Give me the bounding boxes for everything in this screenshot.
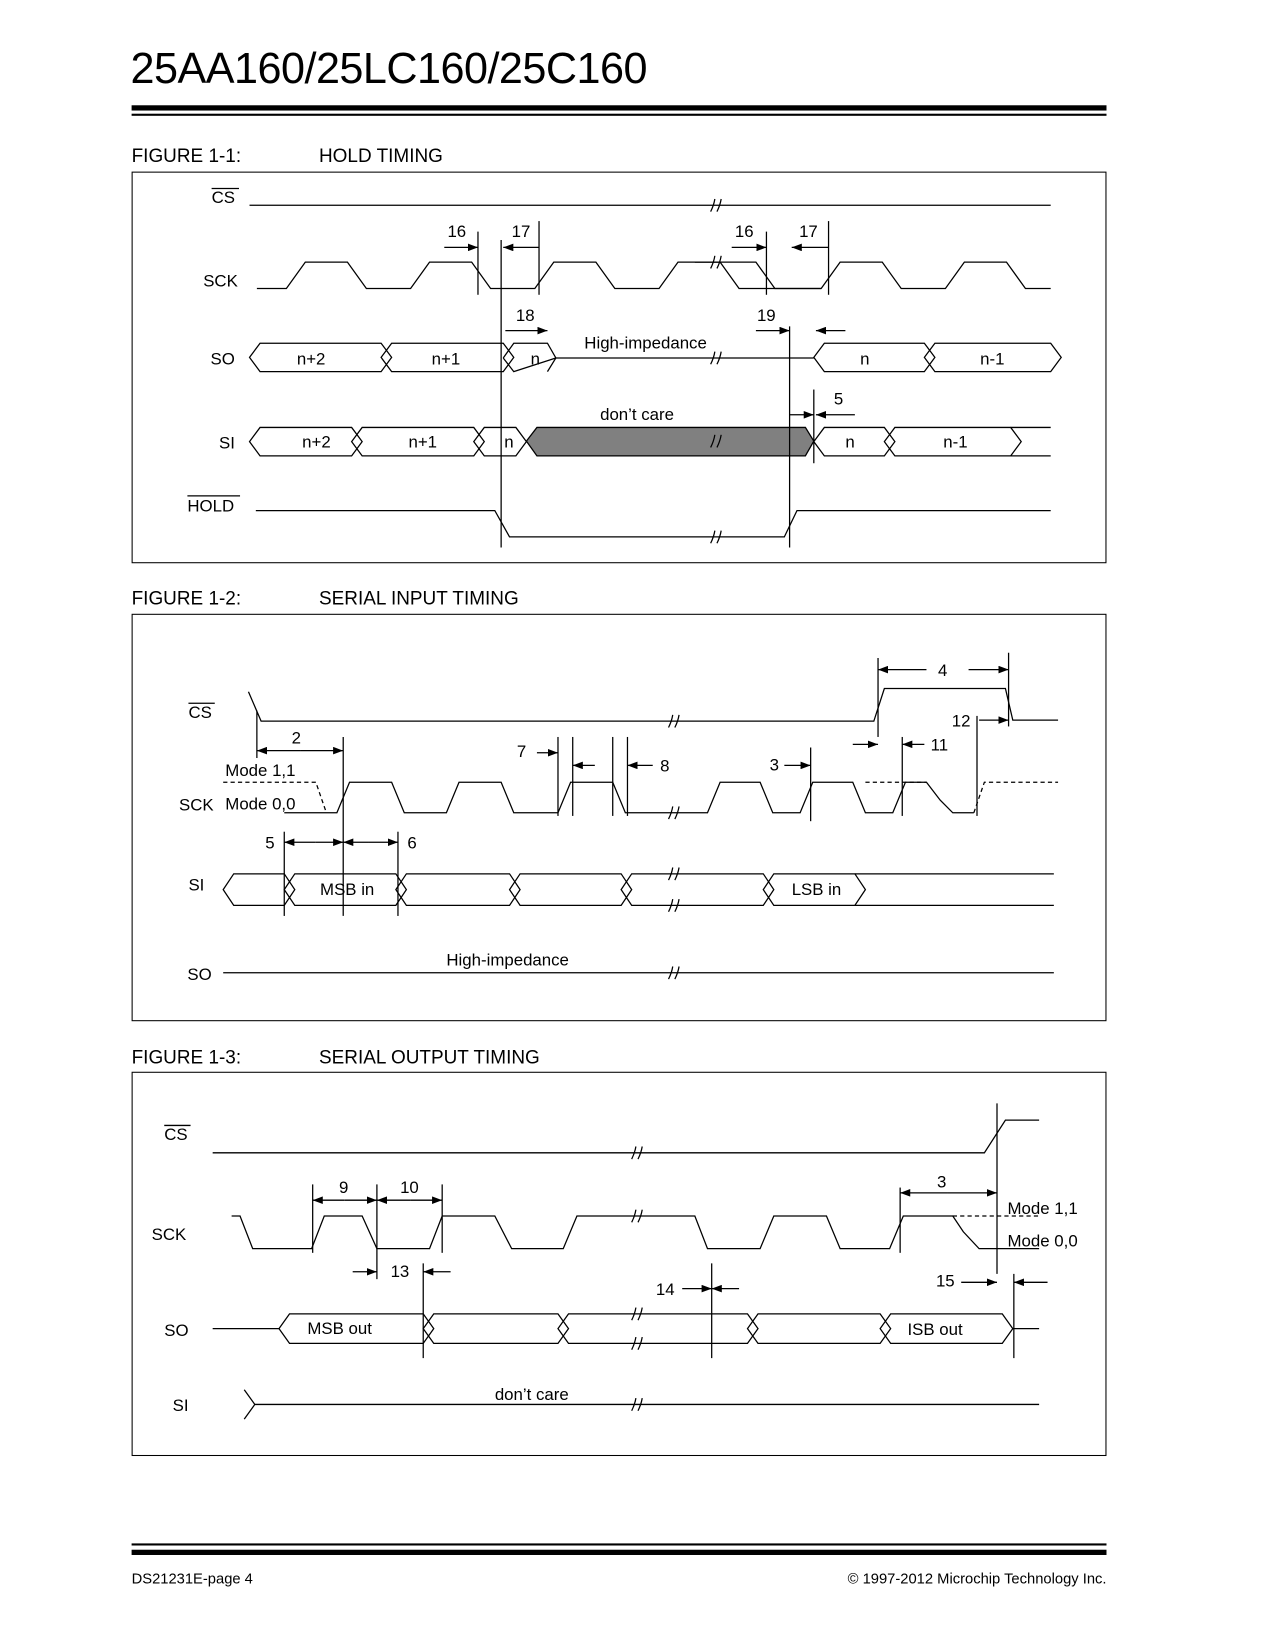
fig1-t5: 5 xyxy=(833,389,844,409)
fig1-t17b: 17 xyxy=(799,221,818,241)
fig3-t9: 9 xyxy=(339,1177,349,1197)
fig2-t11: 11 xyxy=(930,735,949,755)
fig3-mode-11: Mode 1,1 xyxy=(1007,1198,1078,1218)
fig2-t2: 2 xyxy=(291,728,301,748)
fig1-cs-label: CS xyxy=(211,188,236,208)
fig2-t3: 3 xyxy=(769,755,779,775)
bus-segment xyxy=(558,1314,758,1343)
fig2-si-label: SI xyxy=(188,875,205,895)
fig2-cs-label: CS xyxy=(188,703,212,723)
fig1-so-bit: n-1 xyxy=(980,349,1005,369)
fig2-mode-00: Mode 0,0 xyxy=(225,794,296,814)
figure-1-1-number: FIGURE 1-1: xyxy=(131,145,242,167)
fig3-t15: 15 xyxy=(935,1271,955,1291)
si-bracket xyxy=(244,1390,255,1419)
fig1-so-bit: n xyxy=(530,349,540,369)
fig3-t10: 10 xyxy=(400,1177,419,1197)
fig1-so-bit: n+1 xyxy=(431,349,461,369)
fig3-mode-00: Mode 0,0 xyxy=(1007,1231,1078,1251)
figure-1-2-title: SERIAL INPUT TIMING xyxy=(318,587,519,609)
footer-page-number: DS21231E-page 4 xyxy=(131,1569,253,1587)
cs-waveform xyxy=(248,689,1058,722)
fig3-so-label: SO xyxy=(164,1321,189,1341)
figure-1-3-title: SERIAL OUTPUT TIMING xyxy=(318,1046,540,1068)
fig2-t6: 6 xyxy=(407,833,417,853)
figure-1-2-number: FIGURE 1-2: xyxy=(131,587,242,609)
bus-segment xyxy=(621,874,774,906)
fig2-mode-11: Mode 1,1 xyxy=(225,760,296,780)
fig2-t12: 12 xyxy=(951,711,971,731)
dont-care-region xyxy=(526,427,813,455)
bus-segment xyxy=(474,427,527,455)
fig2-so-label: SO xyxy=(187,965,212,985)
bus-segment xyxy=(503,343,556,371)
fig1-hold-label: HOLD xyxy=(187,496,235,516)
bus-segment xyxy=(747,1314,890,1343)
fig1-t19: 19 xyxy=(756,306,776,326)
bus-segment xyxy=(423,1314,568,1343)
fig3-cs-label: CS xyxy=(164,1125,188,1145)
figure-1-3-number: FIGURE 1-3: xyxy=(131,1046,242,1068)
fig2-si-lsb: LSB in xyxy=(791,879,842,899)
fig3-so-msb: MSB out xyxy=(307,1318,372,1338)
fig3-sck-label: SCK xyxy=(151,1225,187,1245)
cs-waveform xyxy=(213,1120,1039,1153)
sck-mode11 xyxy=(974,782,1058,813)
fig2-t5: 5 xyxy=(265,833,275,853)
fig3-si-label: SI xyxy=(172,1395,189,1415)
fig2-t7: 7 xyxy=(516,741,527,761)
fig1-t16a: 16 xyxy=(447,221,467,241)
fig1-t18: 18 xyxy=(515,306,535,326)
fig2-high-impedance: High-impedance xyxy=(446,950,569,970)
fig1-high-impedance: High-impedance xyxy=(584,333,707,353)
fig1-si-bit: n+1 xyxy=(408,432,438,452)
fig2-t8: 8 xyxy=(660,756,670,776)
fig3-dont-care: don’t care xyxy=(494,1385,569,1405)
sck-waveform xyxy=(695,262,821,288)
sck-waveform xyxy=(232,1216,1039,1249)
fig2-t4: 4 xyxy=(938,660,948,680)
fig1-dont-care: don’t care xyxy=(600,405,675,425)
fig1-so-bit: n+2 xyxy=(296,349,326,369)
fig1-si-bit: n xyxy=(504,432,514,452)
fig1-so-label: SO xyxy=(210,349,235,369)
bus-segment xyxy=(396,874,520,906)
fig1-si-bit: n-1 xyxy=(943,432,968,452)
fig1-t17a: 17 xyxy=(511,221,531,241)
bus-segment xyxy=(510,874,632,906)
fig3-t3: 3 xyxy=(936,1172,947,1192)
fig3-so-isb: ISB out xyxy=(907,1319,963,1339)
fig1-si-bit: n xyxy=(845,432,855,452)
page-title: 25AA160/25LC160/25C160 xyxy=(130,44,647,93)
bus-segment xyxy=(814,343,935,371)
fig1-si-bit: n+2 xyxy=(302,432,331,452)
hold-waveform xyxy=(256,511,1051,537)
figure-1-1-title: HOLD TIMING xyxy=(318,145,443,167)
fig3-t13: 13 xyxy=(390,1262,410,1282)
footer-copyright: © 1997-2012 Microchip Technology Inc. xyxy=(847,1569,1107,1587)
fig2-si-msb: MSB in xyxy=(320,879,375,899)
fig1-so-bit: n xyxy=(860,349,870,369)
fig2-sck-label: SCK xyxy=(178,795,214,815)
fig1-t16b: 16 xyxy=(734,221,754,241)
fig1-si-label: SI xyxy=(218,433,235,453)
fig1-sck-label: SCK xyxy=(203,271,238,291)
footer-rule-thin xyxy=(132,1543,1107,1545)
footer-rule-thick xyxy=(132,1550,1107,1555)
fig3-t14: 14 xyxy=(655,1279,675,1299)
sck-waveform xyxy=(284,782,974,813)
sck-waveform xyxy=(257,262,1051,288)
